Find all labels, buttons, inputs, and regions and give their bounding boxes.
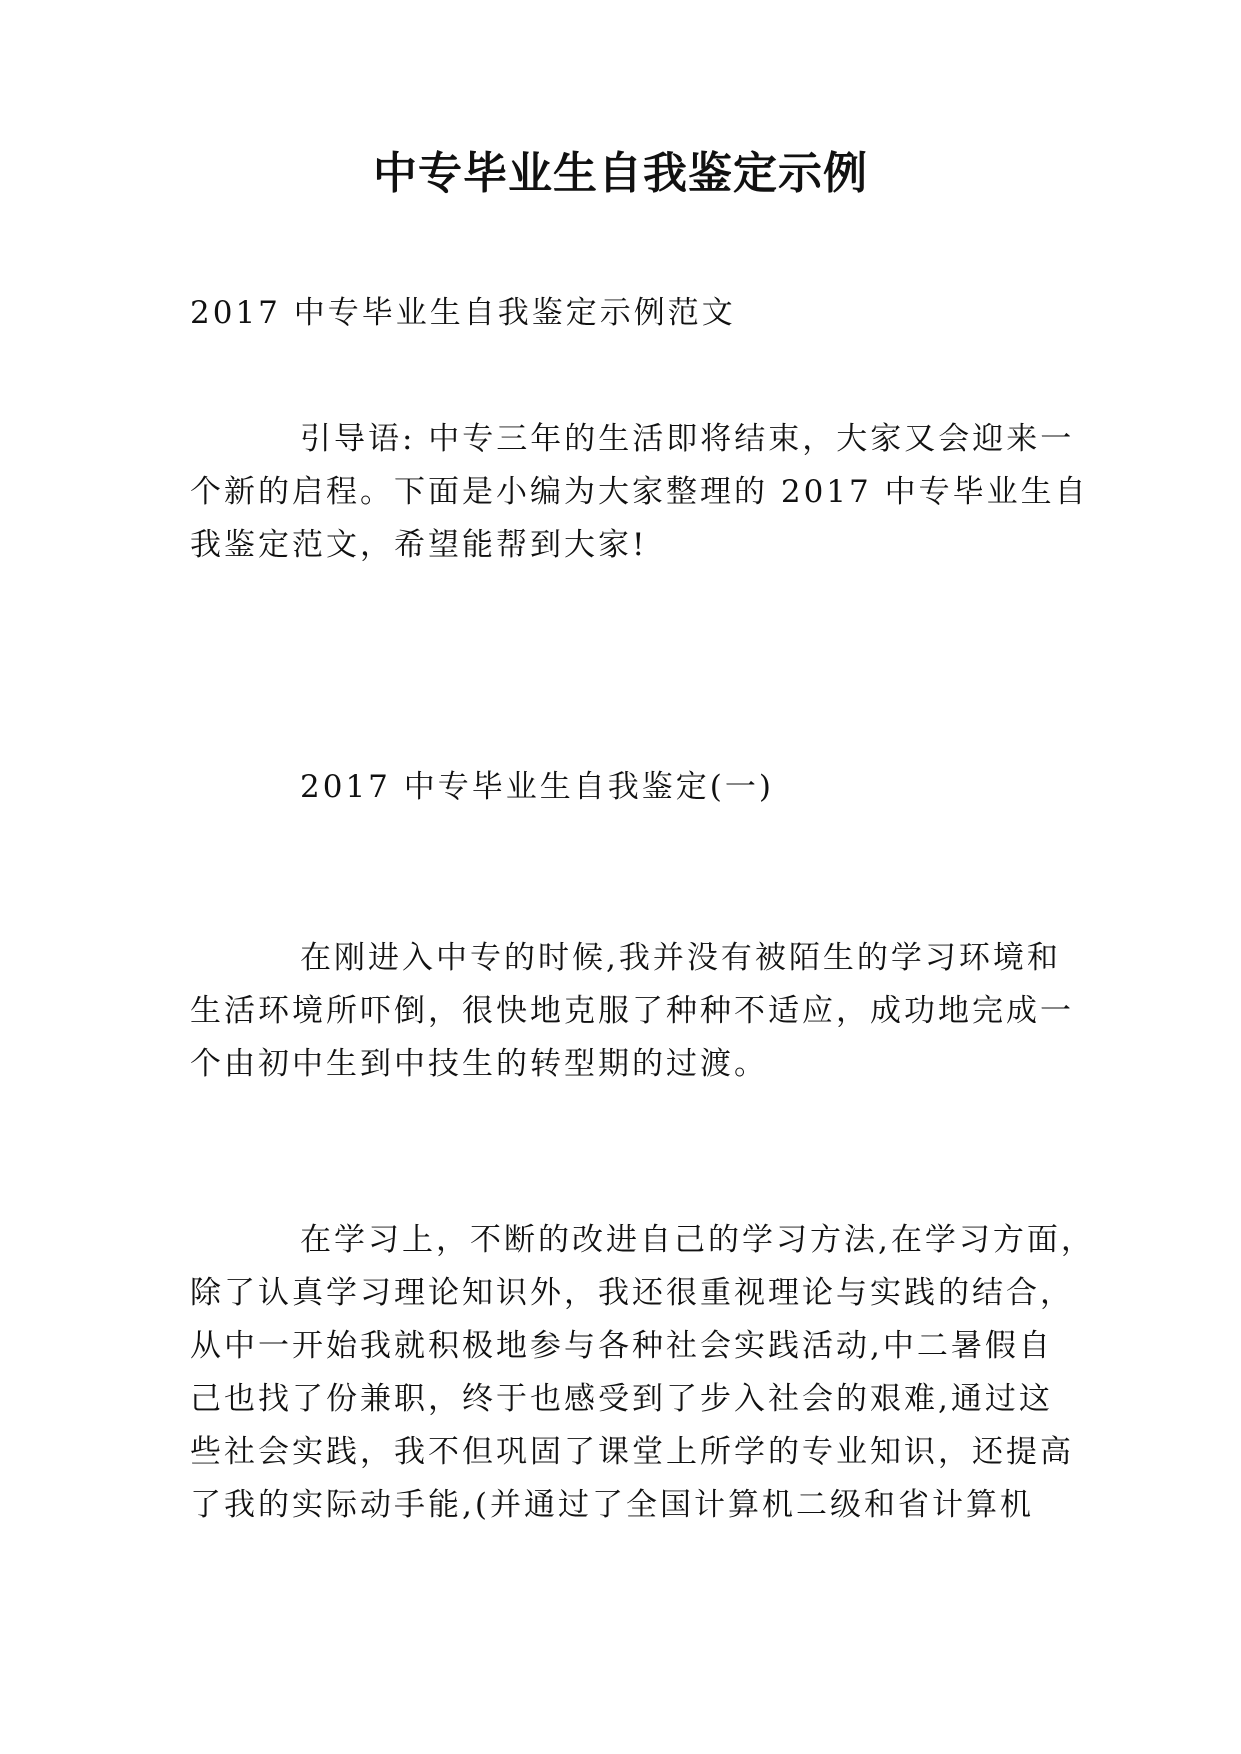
intro-line-1: 引导语: 中专三年的生活即将结束，大家又会迎来一 (300, 421, 1075, 457)
para2-line-4: 己也找了份兼职，终于也感受到了步入社会的艰难,通过这 (190, 1381, 1053, 1417)
para1-line-1: 在刚进入中专的时候,我并没有被陌生的学习环境和 (300, 940, 1061, 976)
para1-line-3: 个由初中生到中技生的转型期的过渡。 (190, 1046, 768, 1082)
para2-line-3: 从中一开始我就积极地参与各种社会实践活动,中二暑假自 (190, 1328, 1053, 1364)
para2-line-5: 些社会实践，我不但巩固了课堂上所学的专业知识，还提高 (190, 1434, 1074, 1470)
subtitle-line: 2017 中专毕业生自我鉴定示例范文 (190, 295, 736, 331)
section-heading-1: 2017 中专毕业生自我鉴定(一) (300, 769, 774, 805)
para2-line-2: 除了认真学习理论知识外，我还很重视理论与实践的结合， (190, 1275, 1074, 1311)
para2-line-1: 在学习上，不断的改进自己的学习方法,在学习方面， (300, 1222, 1095, 1258)
intro-line-2: 个新的启程。下面是小编为大家整理的 2017 中专毕业生自 (190, 474, 1089, 510)
para1-line-2: 生活环境所吓倒，很快地克服了种种不适应，成功地完成一 (190, 993, 1074, 1029)
para2-line-6: 了我的实际动手能,(并通过了全国计算机二级和省计算机 (190, 1487, 1034, 1523)
document-title: 中专毕业生自我鉴定示例 (373, 148, 868, 199)
intro-line-3: 我鉴定范文，希望能帮到大家! (190, 527, 648, 563)
